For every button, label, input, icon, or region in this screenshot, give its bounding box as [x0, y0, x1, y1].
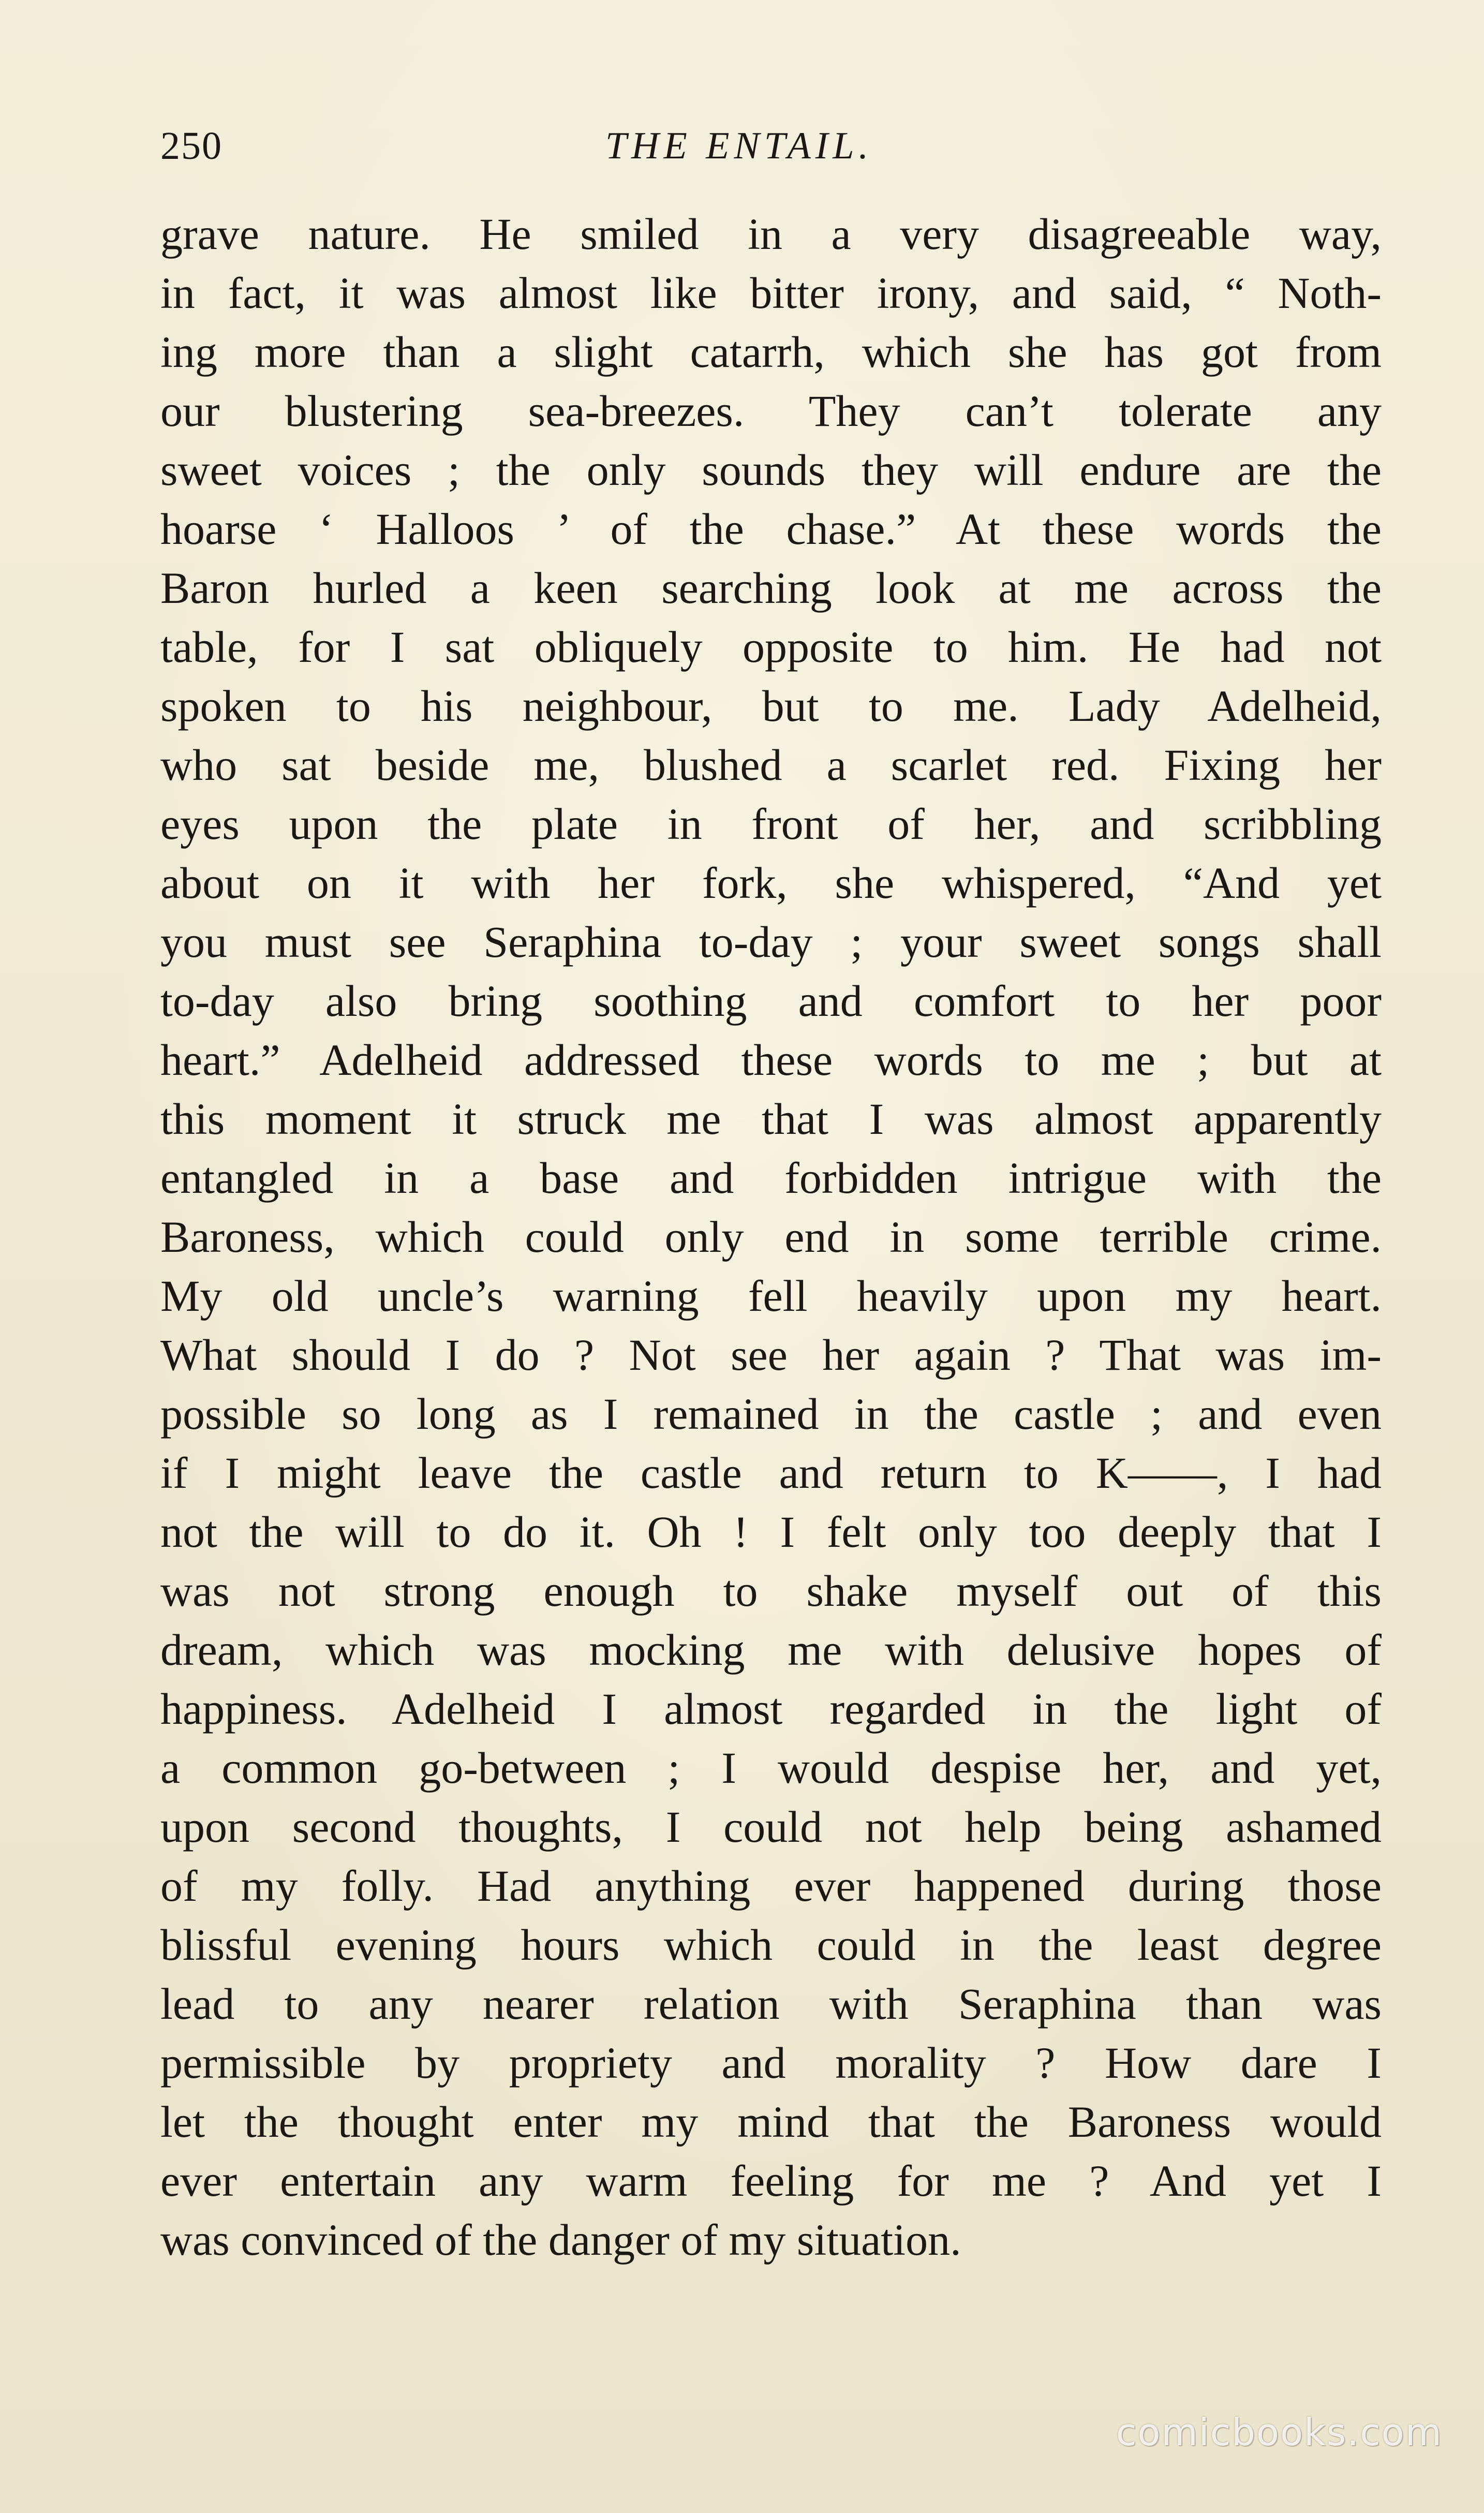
text-line: dream, which was mocking me with delusive hopes of: [160, 1625, 1382, 1675]
text-line: blissful evening hours which could in the least degree: [160, 1920, 1382, 1970]
watermark: comicbooks.com: [1116, 2411, 1443, 2454]
text-line: Baroness, which could only end in some terrible crime.: [160, 1212, 1382, 1262]
text-line: was not strong enough to shake myself out of this: [160, 1566, 1382, 1616]
text-line: this moment it struck me that I was almost apparently: [160, 1094, 1382, 1144]
text-line: What should I do ? Not see her again ? That was im-: [160, 1330, 1382, 1380]
text-line: ever entertain any warm feeling for me ? And yet I: [160, 2156, 1382, 2206]
running-title: THE ENTAIL.: [605, 125, 873, 167]
text-line: who sat beside me, blushed a scarlet red. Fixing her: [160, 740, 1382, 790]
text-line: was convinced of the danger of my situation.: [160, 2215, 961, 2265]
body-text: [160, 204, 1382, 2269]
text-line: a common go-between ; I would despise her, and yet,: [160, 1743, 1382, 1793]
text-line: sweet voices ; the only sounds they will endure are the: [160, 445, 1382, 495]
text-line: spoken to his neighbour, but to me. Lady Adelheid,: [160, 681, 1382, 731]
text-line: eyes upon the plate in front of her, and scribbling: [160, 799, 1382, 849]
text-line: if I might leave the castle and return to K——, I had: [160, 1448, 1382, 1498]
text-line: let the thought enter my mind that the Baroness would: [160, 2097, 1382, 2147]
text-line: heart.” Adelheid addressed these words to me ; but at: [160, 1035, 1382, 1085]
text-line: entangled in a base and forbidden intrigue with the: [160, 1153, 1382, 1203]
text-line: Baron hurled a keen searching look at me across the: [160, 563, 1382, 613]
text-line: happiness. Adelheid I almost regarded in the light of: [160, 1684, 1382, 1734]
text-line: My old uncle’s warning fell heavily upon my heart.: [160, 1271, 1382, 1321]
text-line: permissible by propriety and morality ? How dare I: [160, 2038, 1382, 2088]
text-line: you must see Seraphina to-day ; your sweet songs shall: [160, 917, 1382, 967]
text-line: possible so long as I remained in the castle ; and even: [160, 1389, 1382, 1439]
text-line: ing more than a slight catarrh, which she has got from: [160, 327, 1382, 377]
text-line: in fact, it was almost like bitter irony, and said, “ Noth-: [160, 268, 1382, 318]
page-number: 250: [160, 124, 222, 168]
text-line: of my folly. Had anything ever happened during those: [160, 1861, 1382, 1911]
text-line: grave nature. He smiled in a very disagreeable way,: [160, 209, 1382, 259]
text-line: about on it with her fork, she whispered, “And yet: [160, 858, 1382, 908]
text-line: table, for I sat obliquely opposite to him. He had not: [160, 622, 1382, 672]
text-line: hoarse ‘ Halloos ’ of the chase.” At these words the: [160, 504, 1382, 554]
text-line: lead to any nearer relation with Seraphina than was: [160, 1979, 1382, 2029]
text-line: our blustering sea-breezes. They can’t tolerate any: [160, 386, 1382, 436]
text-line: upon second thoughts, I could not help being ashamed: [160, 1802, 1382, 1852]
text-line: not the will to do it. Oh ! I felt only too deeply that I: [160, 1507, 1382, 1557]
running-head: [160, 115, 1382, 177]
text-line: to-day also bring soothing and comfort to her poor: [160, 976, 1382, 1026]
